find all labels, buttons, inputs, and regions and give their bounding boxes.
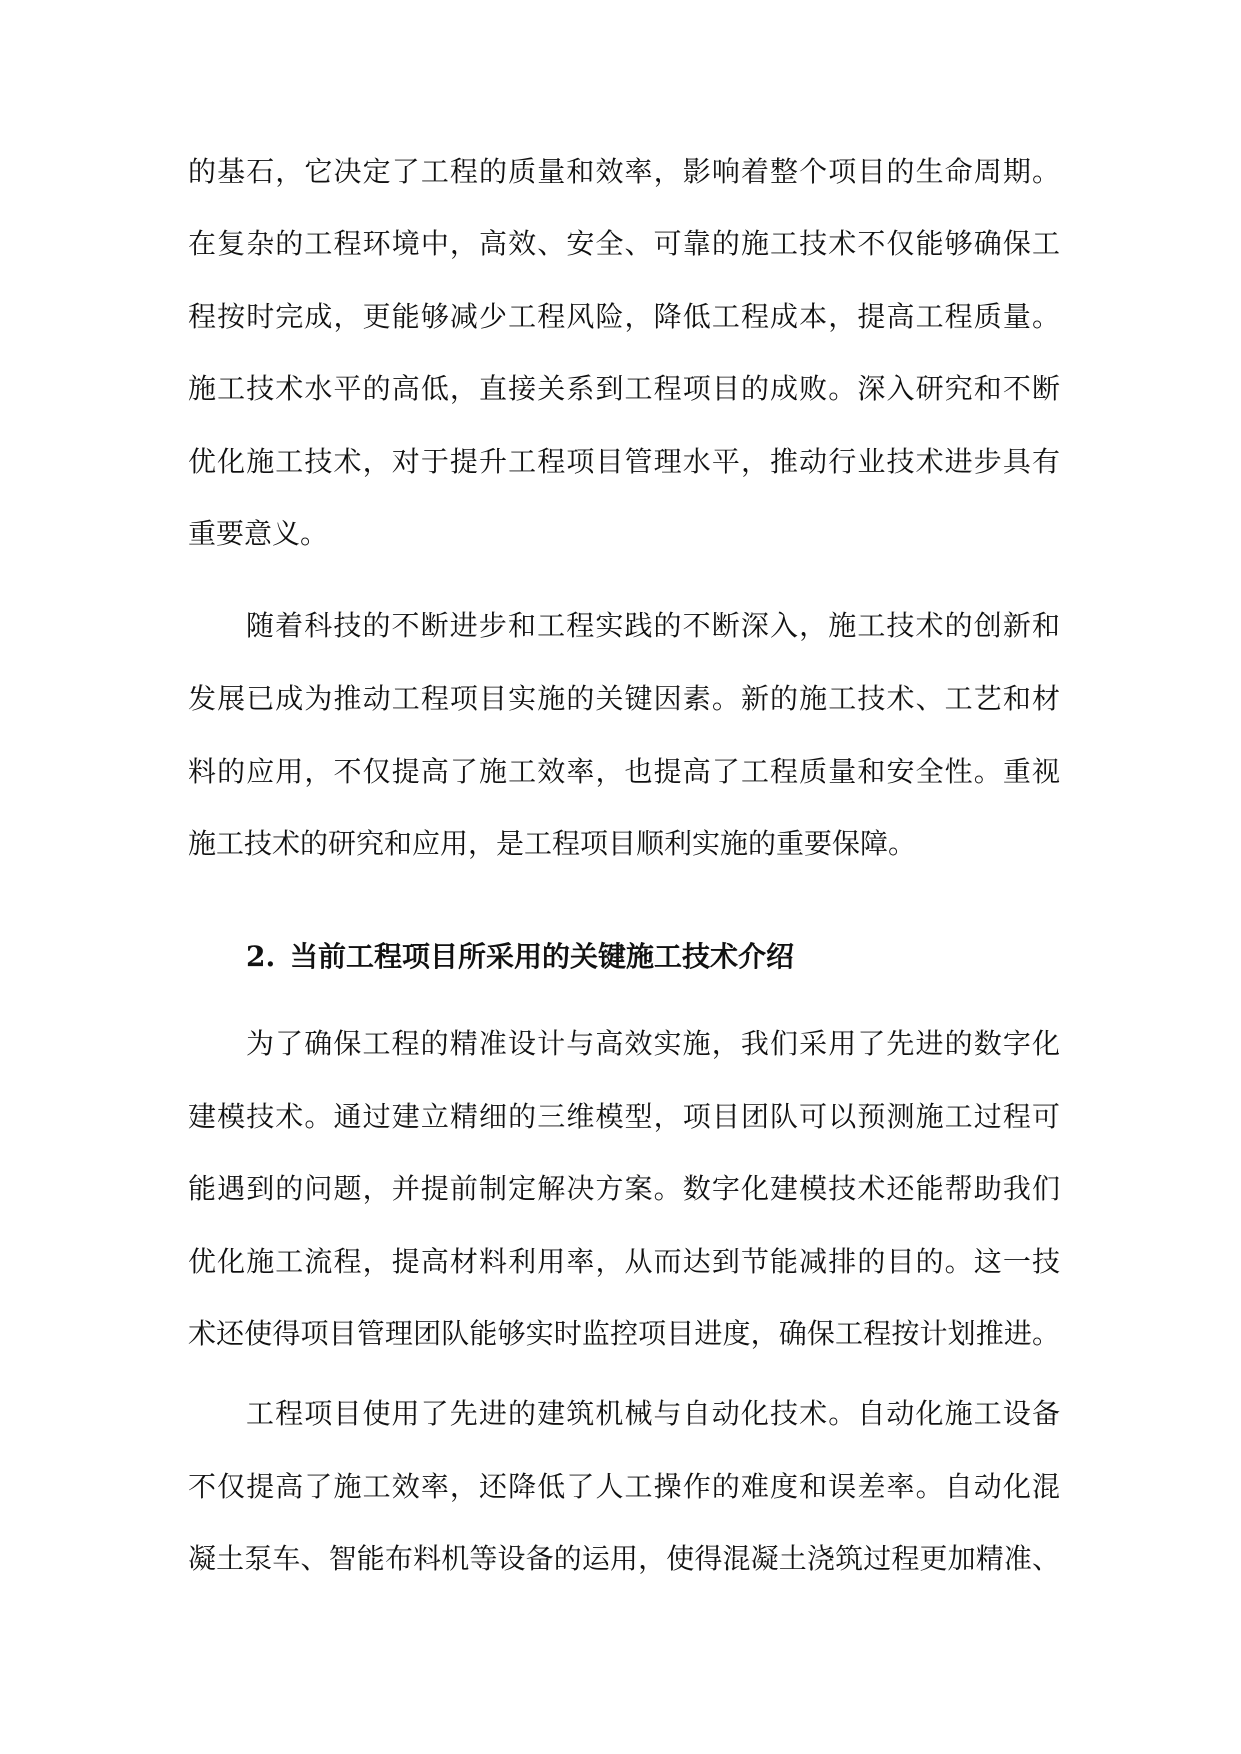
paragraph-line: 施工技术水平的高低，直接关系到工程项目的成败。深入研究和不断 xyxy=(188,372,1060,405)
paragraph-line: 能遇到的问题，并提前制定解决方案。数字化建模技术还能帮助我们 xyxy=(188,1172,1060,1205)
paragraph-line: 不仅提高了施工效率，还降低了人工操作的难度和误差率。自动化混 xyxy=(188,1470,1060,1503)
paragraph-line: 凝土泵车、智能布料机等设备的运用，使得混凝土浇筑过程更加精准、 xyxy=(188,1542,1060,1575)
section-heading xyxy=(246,935,1046,979)
paragraph-line: 重要意义。 xyxy=(188,517,329,550)
paragraph-line: 施工技术的研究和应用，是工程项目顺利实施的重要保障。 xyxy=(188,827,917,860)
paragraph-line: 为了确保工程的精准设计与高效实施，我们采用了先进的数字化 xyxy=(246,1027,1060,1060)
paragraph-line: 程按时完成，更能够减少工程风险，降低工程成本，提高工程质量。 xyxy=(188,300,1060,333)
paragraph-line: 优化施工流程，提高材料利用率，从而达到节能减排的目的。这一技 xyxy=(188,1245,1060,1278)
paragraph-line: 优化施工技术，对于提升工程项目管理水平，推动行业技术进步具有 xyxy=(188,445,1060,478)
paragraph-line: 建模技术。通过建立精细的三维模型，项目团队可以预测施工过程可 xyxy=(188,1100,1060,1133)
paragraph-line: 的基石，它决定了工程的质量和效率，影响着整个项目的生命周期。 xyxy=(188,155,1060,188)
paragraph-line: 随着科技的不断进步和工程实践的不断深入，施工技术的创新和 xyxy=(246,609,1060,642)
paragraph-line: 工程项目使用了先进的建筑机械与自动化技术。自动化施工设备 xyxy=(246,1397,1060,1430)
paragraph-line: 发展已成为推动工程项目实施的关键因素。新的施工技术、工艺和材 xyxy=(188,682,1060,715)
section-title: 当前工程项目所采用的关键施工技术介绍 xyxy=(290,940,795,973)
paragraph-line: 料的应用，不仅提高了施工效率，也提高了工程质量和安全性。重视 xyxy=(188,755,1060,788)
paragraph-line: 在复杂的工程环境中，高效、安全、可靠的施工技术不仅能够确保工 xyxy=(188,227,1060,260)
paragraph-line: 术还使得项目管理团队能够实时监控项目进度，确保工程按计划推进。 xyxy=(188,1317,1060,1350)
section-number: 2. xyxy=(246,940,276,973)
